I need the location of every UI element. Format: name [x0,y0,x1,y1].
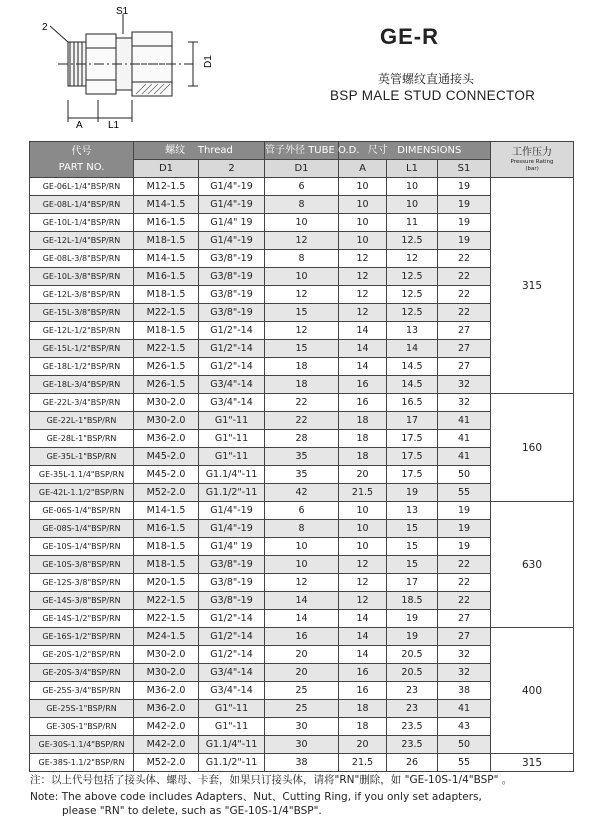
table-cell: 32 [438,646,491,664]
table-cell: 15 [265,340,339,358]
table-cell: 41 [438,448,491,466]
table-cell: 21.5 [339,754,387,772]
table-cell: 19 [438,178,491,196]
cell-part-no: GE-08L-1/4"BSP/RN [30,196,134,214]
table-cell: 22 [438,304,491,322]
table-cell: 16 [339,394,387,412]
table-cell: 28 [265,430,339,448]
table-cell: 8 [265,250,339,268]
table-cell: 19 [438,196,491,214]
table-cell: 14 [339,340,387,358]
table-cell: 15 [387,556,438,574]
cell-part-no: GE-22L-1"BSP/RN [30,412,134,430]
cell-part-no: GE-20S-1/2"BSP/RN [30,646,134,664]
table-cell: 19 [387,628,438,646]
drawing-label-2: 2 [42,22,48,33]
header-part-no [30,142,134,178]
table-cell: M18-1.5 [134,232,199,250]
drawing-label-d1: D1 [203,55,214,68]
table-cell: 10 [265,268,339,286]
table-cell: M16-1.5 [134,214,199,232]
table-cell: G3/8"-19 [199,286,265,304]
table-cell: G1.1/4"-11 [199,736,265,754]
table-cell: 19 [387,484,438,502]
table-cell: M36-2.0 [134,430,199,448]
table-cell: 17 [387,574,438,592]
table-cell: M30-2.0 [134,412,199,430]
table-cell: 21.5 [339,484,387,502]
table-row [30,628,574,646]
table-cell: M16-1.5 [134,520,199,538]
cell-pressure: 315 [491,178,574,394]
cell-part-no: GE-35L-1.1/4"BSP/RN [30,466,134,484]
table-cell: G1/4" 19 [199,214,265,232]
cell-part-no: GE-14S-3/8"BSP/RN [30,592,134,610]
table-cell: M24-1.5 [134,628,199,646]
table-cell: 22 [265,412,339,430]
header-thread-cn: 螺纹 [165,144,186,156]
product-title-en: BSP MALE STUD CONNECTOR [330,88,536,103]
table-cell: M18-1.5 [134,286,199,304]
table-cell: 19 [438,232,491,250]
table-cell: G1/4"-19 [199,196,265,214]
table-cell: 55 [438,484,491,502]
table-cell: 20 [339,736,387,754]
cell-part-no: GE-06S-1/4"BSP/RN [30,502,134,520]
table-cell: 10 [339,178,387,196]
spec-table [29,141,574,772]
table-cell: 35 [265,448,339,466]
table-cell: 19 [438,538,491,556]
cell-pressure: 400 [491,628,574,754]
cell-part-no: GE-10S-3/8"BSP/RN [30,556,134,574]
table-cell: 10 [339,196,387,214]
drawing-label-s1: S1 [116,6,129,17]
cell-part-no: GE-14S-1/2"BSP/RN [30,610,134,628]
table-cell: 12.5 [387,286,438,304]
table-cell: 14 [265,592,339,610]
header-tube-en: TUBE O.D. [308,144,360,156]
table-cell: 12 [265,322,339,340]
table-cell: 16.5 [387,394,438,412]
table-cell: 18.5 [387,592,438,610]
table-cell: 13 [387,322,438,340]
table-cell: G1.1/4"-11 [199,466,265,484]
table-cell: 8 [265,520,339,538]
table-cell: M36-2.0 [134,700,199,718]
cell-part-no: GE-38S-1.1/2"BSP/RN [30,754,134,772]
table-cell: 22 [438,592,491,610]
table-cell: M18-1.5 [134,556,199,574]
cell-part-no: GE-22L-3/4"BSP/RN [30,394,134,412]
table-cell: 20.5 [387,646,438,664]
table-cell: 10 [339,232,387,250]
table-cell: 18 [339,448,387,466]
table-cell: G1/4"-19 [199,502,265,520]
table-cell: 18 [265,358,339,376]
header-pressure [491,142,574,178]
table-cell: 25 [265,700,339,718]
table-cell: G3/8"-19 [199,556,265,574]
cell-part-no: GE-15L-1/2"BSP/RN [30,340,134,358]
table-cell: 10 [265,538,339,556]
table-cell: 20 [265,664,339,682]
header-dim-en: DIMENSIONS [397,144,462,156]
header-dimensions [339,142,491,160]
table-cell: 27 [438,358,491,376]
table-cell: 12 [339,286,387,304]
table-cell: M22-1.5 [134,304,199,322]
table-cell: 23.5 [387,718,438,736]
table-row [30,178,574,196]
cell-part-no: GE-16S-1/2"BSP/RN [30,628,134,646]
table-cell: M16-1.5 [134,268,199,286]
table-cell: G1"-11 [199,700,265,718]
table-cell: G1/2"-14 [199,358,265,376]
table-cell: 30 [265,718,339,736]
table-cell: 10 [339,520,387,538]
table-cell: 15 [387,538,438,556]
table-cell: 12 [339,250,387,268]
header-tube [265,142,360,160]
subheader-tube-d1: D1 [265,160,339,178]
subheader-l1: L1 [387,160,438,178]
table-cell: 35 [265,466,339,484]
cell-pressure: 315 [491,754,574,772]
table-cell: M36-2.0 [134,682,199,700]
cell-part-no: GE-10L-1/4"BSP/RN [30,214,134,232]
cell-part-no: GE-15L-3/8"BSP/RN [30,304,134,322]
table-cell: 18 [265,376,339,394]
table-cell: M45-2.0 [134,448,199,466]
table-cell: 27 [438,322,491,340]
table-cell: M42-2.0 [134,718,199,736]
table-cell: 8 [265,196,339,214]
fitting-drawing [28,4,228,132]
table-cell: 18 [339,718,387,736]
table-cell: 10 [387,196,438,214]
table-row [30,754,574,772]
table-cell: M30-2.0 [134,394,199,412]
subheader-d1: D1 [134,160,199,178]
table-cell: 50 [438,466,491,484]
header-part-cn: 代号 [71,145,92,157]
table-cell: 18 [339,412,387,430]
table-cell: 22 [438,556,491,574]
table-cell: 14 [339,322,387,340]
table-cell: G1/4" 19 [199,538,265,556]
table-cell: 12 [339,592,387,610]
table-cell: 41 [438,412,491,430]
table-cell: G1/2"-14 [199,610,265,628]
table-cell: 10 [339,214,387,232]
table-cell: 22 [265,394,339,412]
subheader-s1: S1 [438,160,491,178]
table-cell: M26-1.5 [134,358,199,376]
cell-part-no: GE-30S-1"BSP/RN [30,718,134,736]
table-cell: 17.5 [387,448,438,466]
table-cell: G1"-11 [199,718,265,736]
table-cell: M26-1.5 [134,376,199,394]
table-cell: 32 [438,664,491,682]
table-cell: 38 [438,682,491,700]
product-title-cn: 英管螺纹直通接头 [378,72,475,86]
cell-part-no: GE-35L-1"BSP/RN [30,448,134,466]
table-cell: 27 [438,340,491,358]
cell-part-no: GE-18L-3/4"BSP/RN [30,376,134,394]
table-cell: G1/4"-19 [199,520,265,538]
table-cell: M52-2.0 [134,754,199,772]
table-cell: 14 [265,610,339,628]
table-cell: M30-2.0 [134,664,199,682]
table-cell: 12.5 [387,232,438,250]
table-cell: 14 [339,646,387,664]
cell-part-no: GE-25S-1"BSP/RN [30,700,134,718]
table-cell: 22 [438,574,491,592]
table-cell: 18 [339,700,387,718]
subheader-a: A [339,160,387,178]
cell-part-no: GE-25S-3/4"BSP/RN [30,682,134,700]
table-cell: 38 [265,754,339,772]
table-cell: G3/8"-19 [199,250,265,268]
table-cell: M45-2.0 [134,466,199,484]
table-cell: M52-2.0 [134,484,199,502]
table-cell: G1/2"-14 [199,628,265,646]
table-cell: 19 [438,214,491,232]
cell-part-no: GE-18L-1/2"BSP/RN [30,358,134,376]
table-cell: G3/8"-19 [199,268,265,286]
table-cell: 20 [265,646,339,664]
table-cell: 14 [387,340,438,358]
table-cell: G3/4"-14 [199,682,265,700]
table-cell: 19 [387,610,438,628]
table-cell: 41 [438,430,491,448]
cell-part-no: GE-20S-3/4"BSP/RN [30,664,134,682]
table-cell: M22-1.5 [134,592,199,610]
table-cell: 41 [438,700,491,718]
note-cn: 注：以上代号包括了接头体、螺母、卡套，如果只订接头体，请将"RN"删除，如 "GE-10S-1/4"BSP" 。 [30,774,513,786]
table-cell: G1"-11 [199,412,265,430]
table-cell: M18-1.5 [134,538,199,556]
header-dim-cn: 尺寸 [367,144,388,156]
table-cell: 43 [438,718,491,736]
table-cell: G3/8"-19 [199,574,265,592]
table-cell: 12 [265,286,339,304]
header-pressure-cn: 工作压力 [512,146,553,158]
table-cell: 10 [265,214,339,232]
table-cell: 32 [438,376,491,394]
header-pressure-unit: (bar) [525,165,539,172]
table-cell: M12-1.5 [134,178,199,196]
table-cell: G3/8"-19 [199,304,265,322]
drawing-label-a: A [76,120,83,131]
table-cell: 30 [265,736,339,754]
table-cell: M30-2.0 [134,646,199,664]
table-cell: 15 [387,520,438,538]
table-cell: 15 [265,304,339,322]
cell-part-no: GE-06L-1/4"BSP/RN [30,178,134,196]
header-pressure-en: Pressure Rating [510,158,554,165]
table-cell: 14.5 [387,376,438,394]
table-cell: 27 [438,628,491,646]
table-cell: 12 [339,574,387,592]
table-cell: G3/4"-14 [199,664,265,682]
product-code: GE-R [380,24,439,49]
table-cell: 22 [438,250,491,268]
table-cell: 12.5 [387,304,438,322]
table-cell: 6 [265,178,339,196]
cell-part-no: GE-42L-1.1/2"BSP/RN [30,484,134,502]
table-cell: 10 [339,502,387,520]
table-cell: 23 [387,700,438,718]
table-cell: M14-1.5 [134,250,199,268]
table-cell: 14 [339,628,387,646]
table-cell: G3/4"-14 [199,376,265,394]
table-cell: 12 [339,304,387,322]
table-cell: 55 [438,754,491,772]
cell-part-no: GE-10S-1/4"BSP/RN [30,538,134,556]
table-cell: 12 [265,574,339,592]
table-cell: 6 [265,502,339,520]
cell-part-no: GE-12L-3/8"BSP/RN [30,286,134,304]
cell-part-no: GE-30S-1.1/4"BSP/RN [30,736,134,754]
spec-table-body [30,178,574,772]
table-cell: 17.5 [387,466,438,484]
table-cell: M18-1.5 [134,322,199,340]
table-cell: 50 [438,736,491,754]
table-cell: 16 [339,682,387,700]
table-cell: G1.1/2"-11 [199,484,265,502]
table-cell: 10 [265,556,339,574]
table-cell: 19 [438,502,491,520]
table-cell: M22-1.5 [134,610,199,628]
cell-part-no: GE-10L-3/8"BSP/RN [30,268,134,286]
table-row [30,394,574,412]
header-thread [134,142,265,160]
table-cell: M20-1.5 [134,574,199,592]
table-cell: 14.5 [387,358,438,376]
table-cell: 20.5 [387,664,438,682]
table-cell: 16 [339,664,387,682]
table-cell: 17.5 [387,430,438,448]
table-cell: 16 [339,376,387,394]
table-cell: G1/4"-19 [199,232,265,250]
table-cell: G1"-11 [199,448,265,466]
table-cell: G1/2"-14 [199,340,265,358]
table-cell: 23.5 [387,736,438,754]
cell-part-no: GE-12L-1/2"BSP/RN [30,322,134,340]
table-cell: 10 [387,178,438,196]
note-en-line2: please "RN" to delete, such as "GE-10S-1/4"BSP". [62,805,322,817]
cell-pressure: 630 [491,502,574,628]
header-tube-cn: 管子外径 [265,144,305,156]
cell-part-no: GE-28L-1"BSP/RN [30,430,134,448]
table-cell: G1/2"-14 [199,646,265,664]
table-cell: 22 [438,268,491,286]
table-cell: 23 [387,682,438,700]
table-cell: 16 [265,628,339,646]
table-cell: M22-1.5 [134,340,199,358]
table-cell: 13 [387,502,438,520]
cell-part-no: GE-12L-1/4"BSP/RN [30,232,134,250]
table-cell: G1/2"-14 [199,322,265,340]
table-cell: G3/4"-14 [199,394,265,412]
table-cell: 19 [438,520,491,538]
drawing-label-l1: L1 [108,120,120,131]
cell-part-no: GE-12S-3/8"BSP/RN [30,574,134,592]
table-cell: 10 [339,538,387,556]
table-cell: 12.5 [387,268,438,286]
table-cell: 18 [339,430,387,448]
cell-part-no: GE-08S-1/4"BSP/RN [30,520,134,538]
table-cell: 20 [339,466,387,484]
table-cell: 12 [265,232,339,250]
table-cell: M14-1.5 [134,502,199,520]
table-cell: 27 [438,610,491,628]
table-cell: G1/4"-19 [199,178,265,196]
table-cell: 12 [339,556,387,574]
table-cell: G1"-11 [199,430,265,448]
table-cell: M14-1.5 [134,196,199,214]
table-cell: 14 [339,358,387,376]
table-cell: 26 [387,754,438,772]
table-cell: 11 [387,214,438,232]
header-part-en: PART NO. [58,161,105,173]
table-cell: 12 [387,250,438,268]
table-cell: G1.1/2"-11 [199,754,265,772]
table-cell: 32 [438,394,491,412]
cell-part-no: GE-08L-3/8"BSP/RN [30,250,134,268]
table-row [30,502,574,520]
table-cell: 17 [387,412,438,430]
table-cell: G3/8"-19 [199,592,265,610]
table-cell: M42-2.0 [134,736,199,754]
table-cell: 42 [265,484,339,502]
table-cell: 25 [265,682,339,700]
table-cell: 14 [339,610,387,628]
subheader-2: 2 [199,160,265,178]
table-cell: 22 [438,286,491,304]
note-en-line1: Note: The above code includes Adapters、Nut、Cutting Ring, if you only set adapters, [30,791,482,803]
cell-pressure: 160 [491,394,574,502]
header-thread-en: Thread [197,144,233,156]
table-cell: 12 [339,268,387,286]
